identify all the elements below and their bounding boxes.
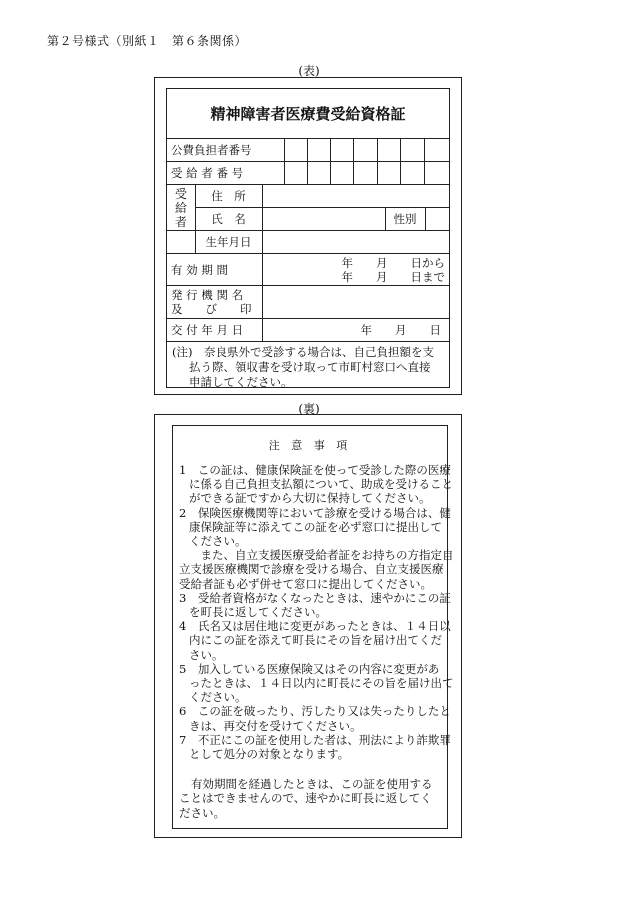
public-payer-number-label: 公費負担者番号 bbox=[171, 143, 252, 157]
note-line-1: (注) 奈良県外で受診する場合は、自己負担額を支 bbox=[172, 345, 434, 359]
issue-date-label: 交 付 年 月 日 bbox=[171, 323, 244, 337]
back-card bbox=[172, 425, 454, 829]
issuer-seal-label: 及 び 印 bbox=[171, 302, 252, 316]
card-title: 精神障害者医療費受給資格証 bbox=[167, 89, 449, 139]
notice-title: 注 意 事 項 bbox=[268, 439, 352, 452]
name-label: 氏 名 bbox=[211, 212, 246, 226]
issuer-label: 発 行 機 関 名 bbox=[171, 288, 244, 302]
notice-item-2-supplement: また、自立支援医療受給者証をお持ちの方指定自 立支援医療機関で診療を受ける場合、自立支援医療 受給者証も必ず併せて窓口に提出してください。 bbox=[179, 548, 454, 591]
issue-date-row bbox=[167, 319, 449, 342]
address-row bbox=[195, 185, 449, 208]
notice-item-5: 5 加入している医療保険又はその内容に変更があ ったときは、１４日以内に町長にその旨を届け出て ください。 bbox=[179, 661, 454, 705]
birthdate-row bbox=[167, 231, 449, 254]
validity-from: 年 月 日から bbox=[341, 256, 445, 270]
closing-note: 有効期間を経過したときは、この証を使用する ことはできませんので、速やかに町長に返してく ださい。 bbox=[179, 777, 433, 820]
front-note bbox=[172, 345, 446, 390]
recipient-char-1: 受 bbox=[174, 187, 187, 201]
note-line-2: 払う際、領収書を受け取って市町村窓口へ直接 bbox=[189, 360, 431, 374]
recipient-number-row bbox=[167, 162, 449, 185]
notice-item-1: 1 この証は、健康保険証を使って受診した際の医療 に係る自己負担支払額について、助成を受けること ができる証ですから大切に保持してください。 bbox=[179, 463, 454, 506]
front-card bbox=[166, 88, 450, 388]
birthdate-label: 生年月日 bbox=[205, 235, 252, 249]
validity-label: 有 効 期 間 bbox=[171, 262, 228, 277]
notice-item-7: 7 不正にこの証を使用した者は、刑法により詐欺罪 として処分の対象となります。 bbox=[179, 732, 451, 762]
issuer-row bbox=[167, 286, 449, 319]
public-payer-number-row bbox=[167, 139, 449, 162]
front-side-label: (表) bbox=[298, 64, 320, 78]
form-number-header: 第２号様式（別紙１ 第６条関係） bbox=[47, 34, 248, 48]
recipient-char-3: 者 bbox=[174, 215, 187, 229]
notice-item-4: 4 氏名又は居住地に変更があったときは、１４日以 内にこの証を添えて町長にその旨を届け出てくだ さい。 bbox=[179, 619, 451, 662]
validity-to: 年 月 日まで bbox=[341, 270, 445, 284]
recipient-number-label: 受 給 者 番 号 bbox=[171, 166, 244, 180]
recipient-char-2: 給 bbox=[174, 201, 187, 215]
back-side-label: (裏) bbox=[298, 402, 320, 416]
recipient-side-label bbox=[167, 185, 196, 231]
issue-date-value: 年 月 日 bbox=[360, 323, 441, 337]
notice-item-3: 3 受給者資格がなくなったときは、速やかにこの証 を町長に返してください。 bbox=[179, 590, 451, 620]
notice-item-2: 2 保険医療機関等において診療を受ける場合は、健 康保険証等に添えてこの証を必ず窓口に提出して ください。 bbox=[179, 505, 451, 549]
validity-row bbox=[167, 254, 449, 286]
note-line-3: 申請してください。 bbox=[189, 375, 293, 389]
notice-item-6: 6 この証を破ったり、汚したり又は失ったりしたと きは、再交付を受けてください。 bbox=[179, 704, 451, 733]
name-row bbox=[195, 208, 449, 231]
notice-items bbox=[179, 463, 454, 820]
address-label: 住 所 bbox=[211, 189, 246, 203]
gender-label: 性別 bbox=[393, 212, 417, 226]
